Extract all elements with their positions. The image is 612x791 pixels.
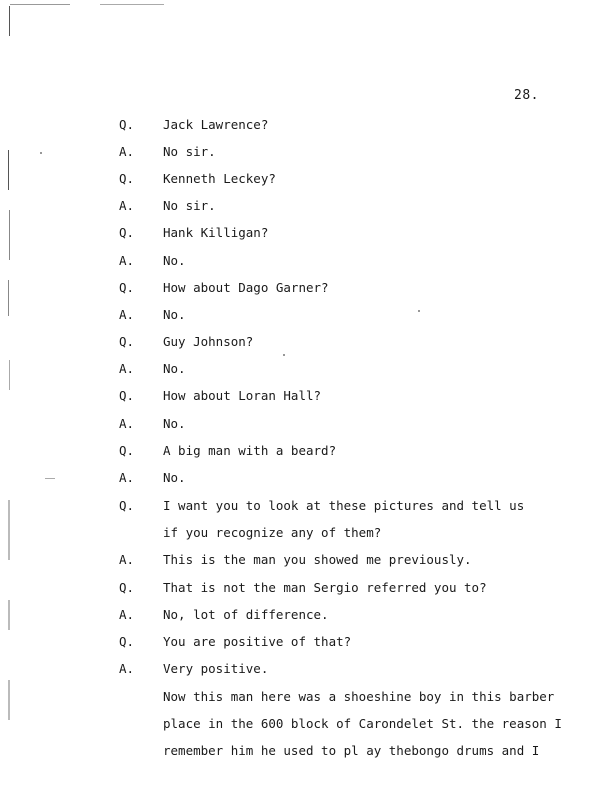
transcript-text: No.: [163, 307, 186, 322]
speaker-label: Q.: [119, 634, 135, 649]
speaker-label: A.: [119, 607, 135, 622]
speaker-label: Q.: [119, 498, 135, 513]
speaker-label: A.: [119, 361, 135, 376]
transcript-text: No.: [163, 361, 186, 376]
transcript-row: [0, 196, 612, 216]
transcript-row: [0, 659, 612, 679]
transcript-row: [0, 414, 612, 434]
continuation-line: place in the 600 block of Carondelet St. the reason I: [163, 716, 562, 731]
transcript-row: [0, 605, 612, 625]
scan-edge-mark-left: [9, 6, 10, 36]
speaker-label: Q.: [119, 280, 135, 295]
transcript-row: [0, 578, 612, 598]
transcript-text: Jack Lawrence?: [163, 117, 269, 132]
continuation-line: Now this man here was a shoeshine boy in this barber: [163, 689, 555, 704]
scan-edge-mark-top: [100, 4, 164, 5]
transcript-text: Very positive.: [163, 661, 269, 676]
transcript-row: [0, 115, 612, 135]
transcript-row: [0, 632, 612, 652]
transcript-text: How about Dago Garner?: [163, 280, 329, 295]
transcript-row: [0, 332, 612, 352]
transcript-text: You are positive of that?: [163, 634, 352, 649]
transcript-row: [0, 523, 612, 543]
speaker-label: A.: [119, 253, 135, 268]
speaker-label: Q.: [119, 580, 135, 595]
speaker-label: A.: [119, 552, 135, 567]
transcript-row: [0, 496, 612, 516]
transcript-text: No sir.: [163, 198, 216, 213]
speaker-label: Q.: [119, 443, 135, 458]
speaker-label: Q.: [119, 388, 135, 403]
transcript-text: No, lot of difference.: [163, 607, 329, 622]
speaker-label: A.: [119, 144, 135, 159]
transcript-row: [0, 468, 612, 488]
speaker-label: A.: [119, 198, 135, 213]
transcript-row: [0, 386, 612, 406]
transcript-row: [0, 223, 612, 243]
speaker-label: A.: [119, 661, 135, 676]
transcript-row: [0, 142, 612, 162]
transcript-row: [0, 441, 612, 461]
scan-speck: [283, 354, 285, 356]
transcript-row: [0, 251, 612, 271]
speaker-label: A.: [119, 470, 135, 485]
continuation-line: remember him he used to pl ay thebongo drums and I: [163, 743, 540, 758]
transcript-text: Guy Johnson?: [163, 334, 254, 349]
transcript-row: [0, 359, 612, 379]
scan-edge-mark-left: [8, 680, 10, 720]
transcript-text: if you recognize any of them?: [163, 525, 382, 540]
transcript-row: [0, 278, 612, 298]
transcript-text: No sir.: [163, 144, 216, 159]
page-number: 28.: [514, 88, 539, 103]
transcript-row: [0, 550, 612, 570]
transcript-row: [0, 169, 612, 189]
transcript-text: A big man with a beard?: [163, 443, 337, 458]
transcript-text: No.: [163, 253, 186, 268]
transcript-text: No.: [163, 470, 186, 485]
transcript-text: Kenneth Leckey?: [163, 171, 276, 186]
transcript-row: [0, 305, 612, 325]
speaker-label: Q.: [119, 171, 135, 186]
transcript-text: No.: [163, 416, 186, 431]
speaker-label: Q.: [119, 117, 135, 132]
transcript-text: That is not the man Sergio referred you to?: [163, 580, 487, 595]
transcript-text: Hank Killigan?: [163, 225, 269, 240]
scan-edge-mark-top: [10, 4, 70, 5]
speaker-label: Q.: [119, 334, 135, 349]
speaker-label: A.: [119, 416, 135, 431]
transcript-text: I want you to look at these pictures and tell us: [163, 498, 525, 513]
speaker-label: A.: [119, 307, 135, 322]
speaker-label: Q.: [119, 225, 135, 240]
transcript-text: This is the man you showed me previously.: [163, 552, 472, 567]
transcript-text: How about Loran Hall?: [163, 388, 322, 403]
